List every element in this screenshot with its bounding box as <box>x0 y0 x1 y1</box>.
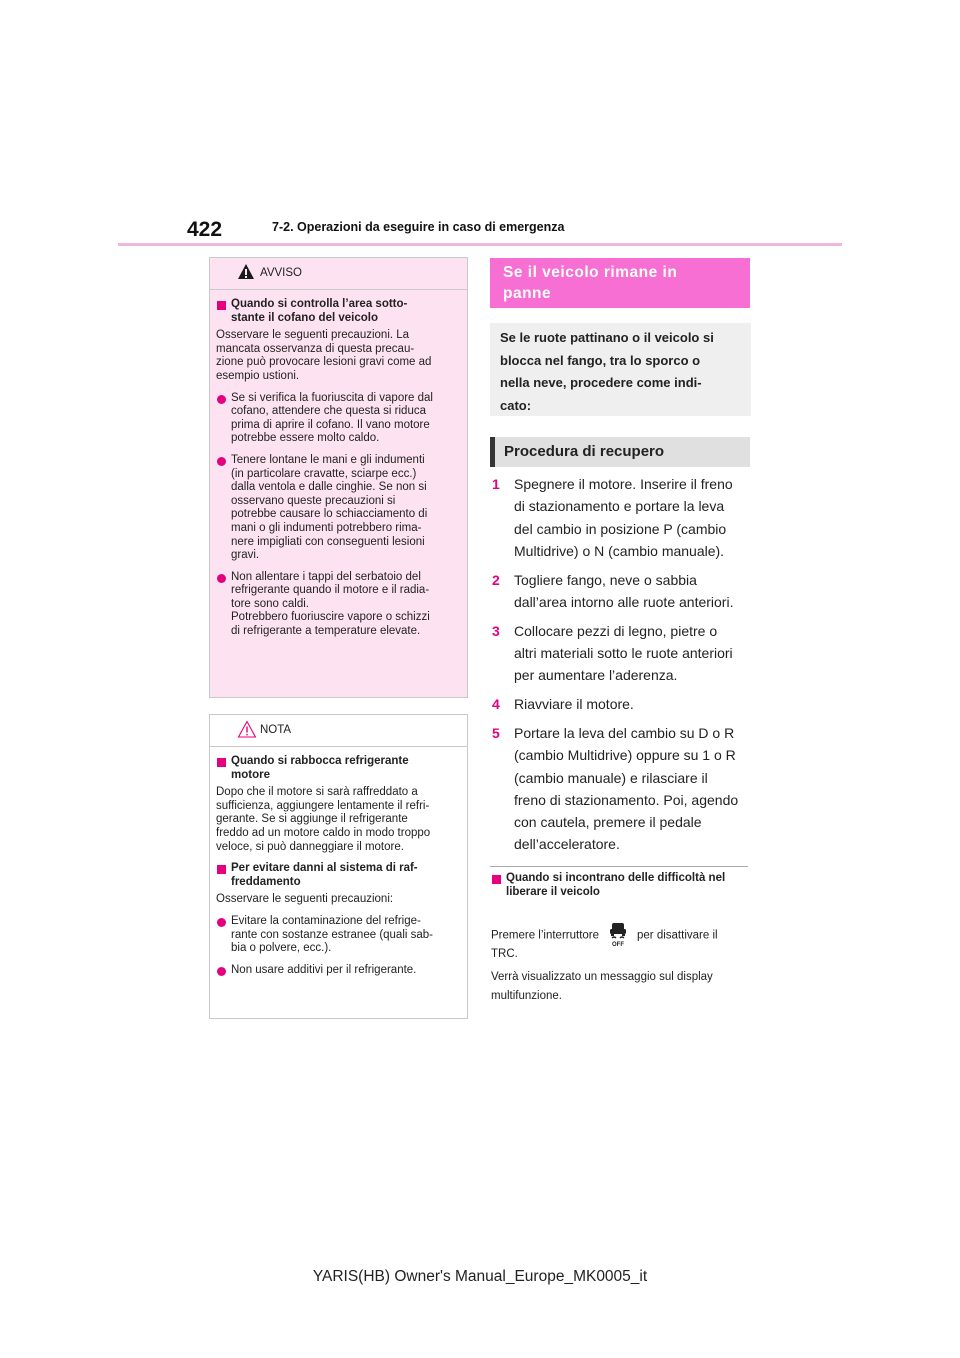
step-number: 3 <box>492 622 500 639</box>
step-text: Collocare pezzi di legno, pietre o altri materiali sotto le ruote anteriori per aumentare l’aderenza. <box>514 622 733 684</box>
note-subheading <box>216 862 459 889</box>
round-bullet-icon <box>217 574 226 583</box>
step-item <box>492 722 754 856</box>
step-item <box>492 569 754 614</box>
round-bullet-icon <box>217 967 226 976</box>
warning-triangle-icon <box>237 263 255 280</box>
note-bullet-text: Non usare additivi per il refrigerante. <box>231 963 417 976</box>
warning-box <box>209 257 468 698</box>
note-subheading-text: Quando si rabbocca refrigerante motore <box>231 755 409 781</box>
square-bullet-icon <box>217 301 226 310</box>
warning-bullet-text: Non allentare i tappi del serbatoio del refrigerante quando il motore e il radia- tore sono caldi. Potrebbero fuoriuscire vapore o schizzi di refrigerante a temperature elevate. <box>231 570 430 638</box>
note-header <box>210 715 467 747</box>
warning-intro: Osservare le seguenti precauzioni. La mancata osservanza di questa precau- zione può provocare lesioni gravi come ad esempio ustioni. <box>216 329 432 382</box>
display-message-text: Verrà visualizzato un messaggio sul display multifunzione. <box>491 971 713 1002</box>
square-bullet-icon <box>217 758 226 767</box>
square-bullet-icon <box>217 865 226 874</box>
step-text: Togliere fango, neve o sabbia dall’area intorno alle ruote anteriori. <box>514 571 734 610</box>
trc-text-after: per disattivare il <box>637 929 718 942</box>
footer-text: YARIS(HB) Owner's Manual_Europe_MK0005_it <box>312 1268 648 1285</box>
difficulty-subheading <box>491 872 751 899</box>
trc-instruction <box>491 921 756 950</box>
heading-bar <box>490 437 495 467</box>
warning-bullet <box>216 571 459 639</box>
round-bullet-icon <box>217 395 226 404</box>
step-item <box>492 620 754 687</box>
trc-text-before: Premere l’interruttore <box>491 929 600 942</box>
step-number: 4 <box>492 696 500 713</box>
step-item <box>492 693 754 715</box>
warning-bullet-text: Se si verifica la fuoriuscita di vapore dal cofano, attendere che questa si riduca prima di aprire il cofano. Il vano motore potrebbe essere molto caldo. <box>231 391 433 445</box>
trc-off-icon <box>607 921 629 950</box>
note-subheading-text: Per evitare danni al sistema di raf- freddamento <box>231 862 418 888</box>
note-bullet-text: Evitare la contaminazione del refrige- rante con sostanze estranee (quali sab- bia o polvere, ecc.). <box>231 914 434 955</box>
trc-label: TRC. <box>491 948 518 960</box>
section-title: 7-2. Operazioni da eseguire in caso di emergenza <box>272 220 565 234</box>
caution-triangle-icon <box>237 720 257 738</box>
step-item <box>492 473 754 562</box>
step-text: Portare la leva del cambio su D o R (cambio Multidrive) oppure su 1 o R (cambio manuale) e rilasciare il freno di stazionamento. Poi, agendo con cautela, premere il pedale dell’acceleratore. <box>514 724 739 853</box>
note-box <box>209 714 468 1019</box>
header-divider <box>118 243 842 246</box>
note-subheading <box>216 755 459 782</box>
warning-subheading-text: Quando si controlla l’area sotto- stante il cofano del veicolo <box>231 298 408 324</box>
intro-box: Se le ruote pattinano o il veicolo si blocca nel fango, tra lo sporco o nella neve, procedere come indi- cato: <box>490 323 751 416</box>
trc-icon-text: OFF <box>612 942 625 947</box>
warning-header <box>210 258 467 290</box>
note-bullet <box>216 915 459 956</box>
warning-subheading <box>216 298 459 325</box>
round-bullet-icon <box>217 457 226 466</box>
warning-bullet-text: Tenere lontane le mani e gli indumenti (in particolare cravatte, sciarpe ecc.) dalla ventola e dalle cinghie. Se non si osservano queste precauzioni si potrebbe causare lo schiacciamento di mani o gli indumenti potrebbero rima- nere impigliati con conseguenti lesioni gravi. <box>231 453 428 562</box>
procedure-heading-text: Procedura di recupero <box>504 443 665 460</box>
procedure-heading <box>490 437 750 467</box>
note-bullet <box>216 964 459 978</box>
page-number: 422 <box>187 218 223 241</box>
step-text: Riavviare il motore. <box>514 696 634 713</box>
warning-label: AVVISO <box>260 267 302 279</box>
warning-bullet <box>216 392 459 446</box>
warning-bullet <box>216 454 459 563</box>
difficulty-subheading-text: Quando si incontrano delle difficoltà nel liberare il veicolo <box>506 872 726 898</box>
step-number: 5 <box>492 724 500 741</box>
section-divider <box>490 866 748 867</box>
step-number: 2 <box>492 571 500 588</box>
note-paragraph: Dopo che il motore si sarà raffreddato a sufficienza, aggiungere lentamente il refri- gerante. Se si aggiunge il refrigerante freddo ad un motore caldo in modo troppo veloce, si può danneggiare il motore. <box>216 786 431 853</box>
step-number: 1 <box>492 476 500 492</box>
round-bullet-icon <box>217 918 226 927</box>
panne-heading: Se il veicolo rimane in panne <box>490 258 750 308</box>
steps-list <box>492 473 754 862</box>
step-text: Spegnere il motore. Inserire il freno di stazionamento e portare la leva del cambio in posizione P (cambio Multidrive) o N (cambio manuale). <box>514 476 733 559</box>
square-bullet-icon <box>492 875 501 884</box>
note-label: NOTA <box>260 724 292 736</box>
note-paragraph: Osservare le seguenti precauzioni: <box>216 893 394 906</box>
